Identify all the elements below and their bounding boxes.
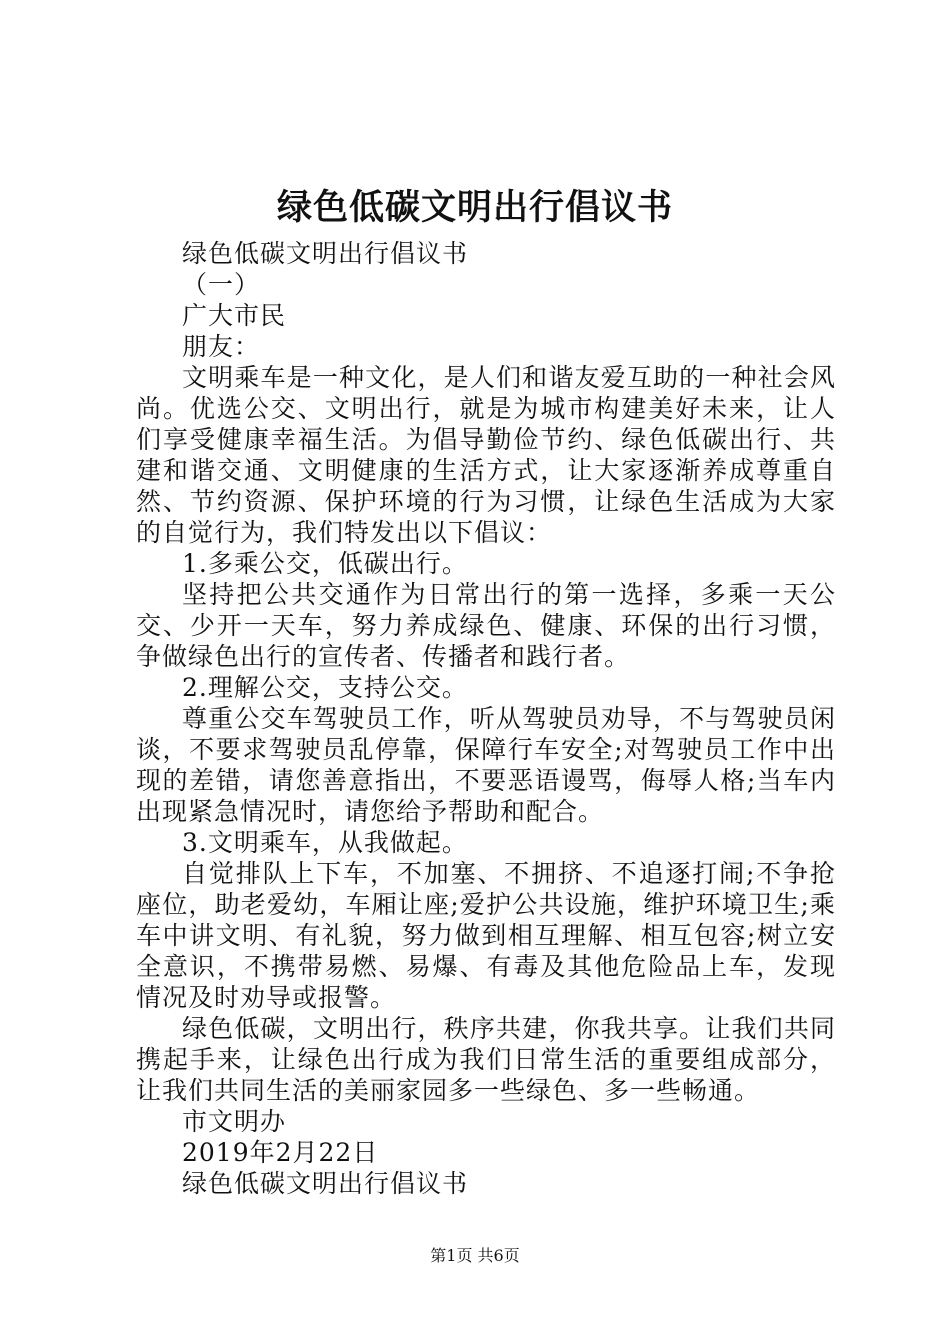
item-2-body: 尊重公交车驾驶员工作，听从驾驶员劝导，不与驾驶员闲谈，不要求驾驶员乱停靠，保障行车安全;对驾驶员工作中出现的差错，请您善意指出，不要恶语谩骂，侮辱人格;当车内出现紧急情况时，请您给予帮助和配合。 [136, 704, 836, 826]
item-2-heading: 2.理解公交，支持公交。 [182, 673, 468, 702]
trailing-title: 绿色低碳文明出行倡议书 [182, 1169, 469, 1198]
intro-paragraph: 文明乘车是一种文化，是人们和谐友爱互助的一种社会风尚。优选公交、文明出行，就是为城市构建美好未来，让人们享受健康幸福生活。为倡导勤俭节约、绿色低碳出行、共建和谐交通、文明健康的生活方式，让大家逐渐养成尊重自然、节约资源、保护环境的行为习惯，让绿色生活成为大家的自觉行为，我们特发出以下倡议： [136, 363, 836, 547]
section-number: （一） [182, 270, 261, 299]
salutation-line-2: 朋友： [182, 332, 261, 361]
item-3-body: 自觉排队上下车，不加塞、不拥挤、不追逐打闹;不争抢座位，助老爱幼，车厢让座;爱护公共设施，维护环境卫生;乘车中讲文明、有礼貌，努力做到相互理解、相互包容;树立安全意识，不携带易燃、易爆、有毒及其他危险品上车，发现情况及时劝导或报警。 [136, 859, 836, 1012]
item-1-body: 坚持把公共交通作为日常出行的第一选择，多乘一天公交、少开一天车，努力养成绿色、健康、环保的出行习惯，争做绿色出行的宣传者、传播者和践行者。 [136, 580, 836, 671]
subtitle: 绿色低碳文明出行倡议书 [182, 239, 469, 268]
salutation-line-1: 广大市民 [182, 301, 287, 330]
document-date: 2019年2月22日 [182, 1138, 379, 1167]
page-footer: 第1页 共6页 [430, 1246, 520, 1265]
document-body [136, 238, 836, 1199]
item-3-heading: 3.文明乘车，从我做起。 [182, 828, 468, 857]
signature: 市文明办 [182, 1107, 287, 1136]
closing-paragraph: 绿色低碳，文明出行，秩序共建，你我共享。让我们共同携起手来，让绿色出行成为我们日常生活的重要组成部分，让我们共同生活的美丽家园多一些绿色、多一些畅通。 [136, 1014, 836, 1105]
item-1-heading: 1.多乘公交，低碳出行。 [182, 549, 468, 578]
document-title: 绿色低碳文明出行倡议书 [276, 187, 673, 228]
